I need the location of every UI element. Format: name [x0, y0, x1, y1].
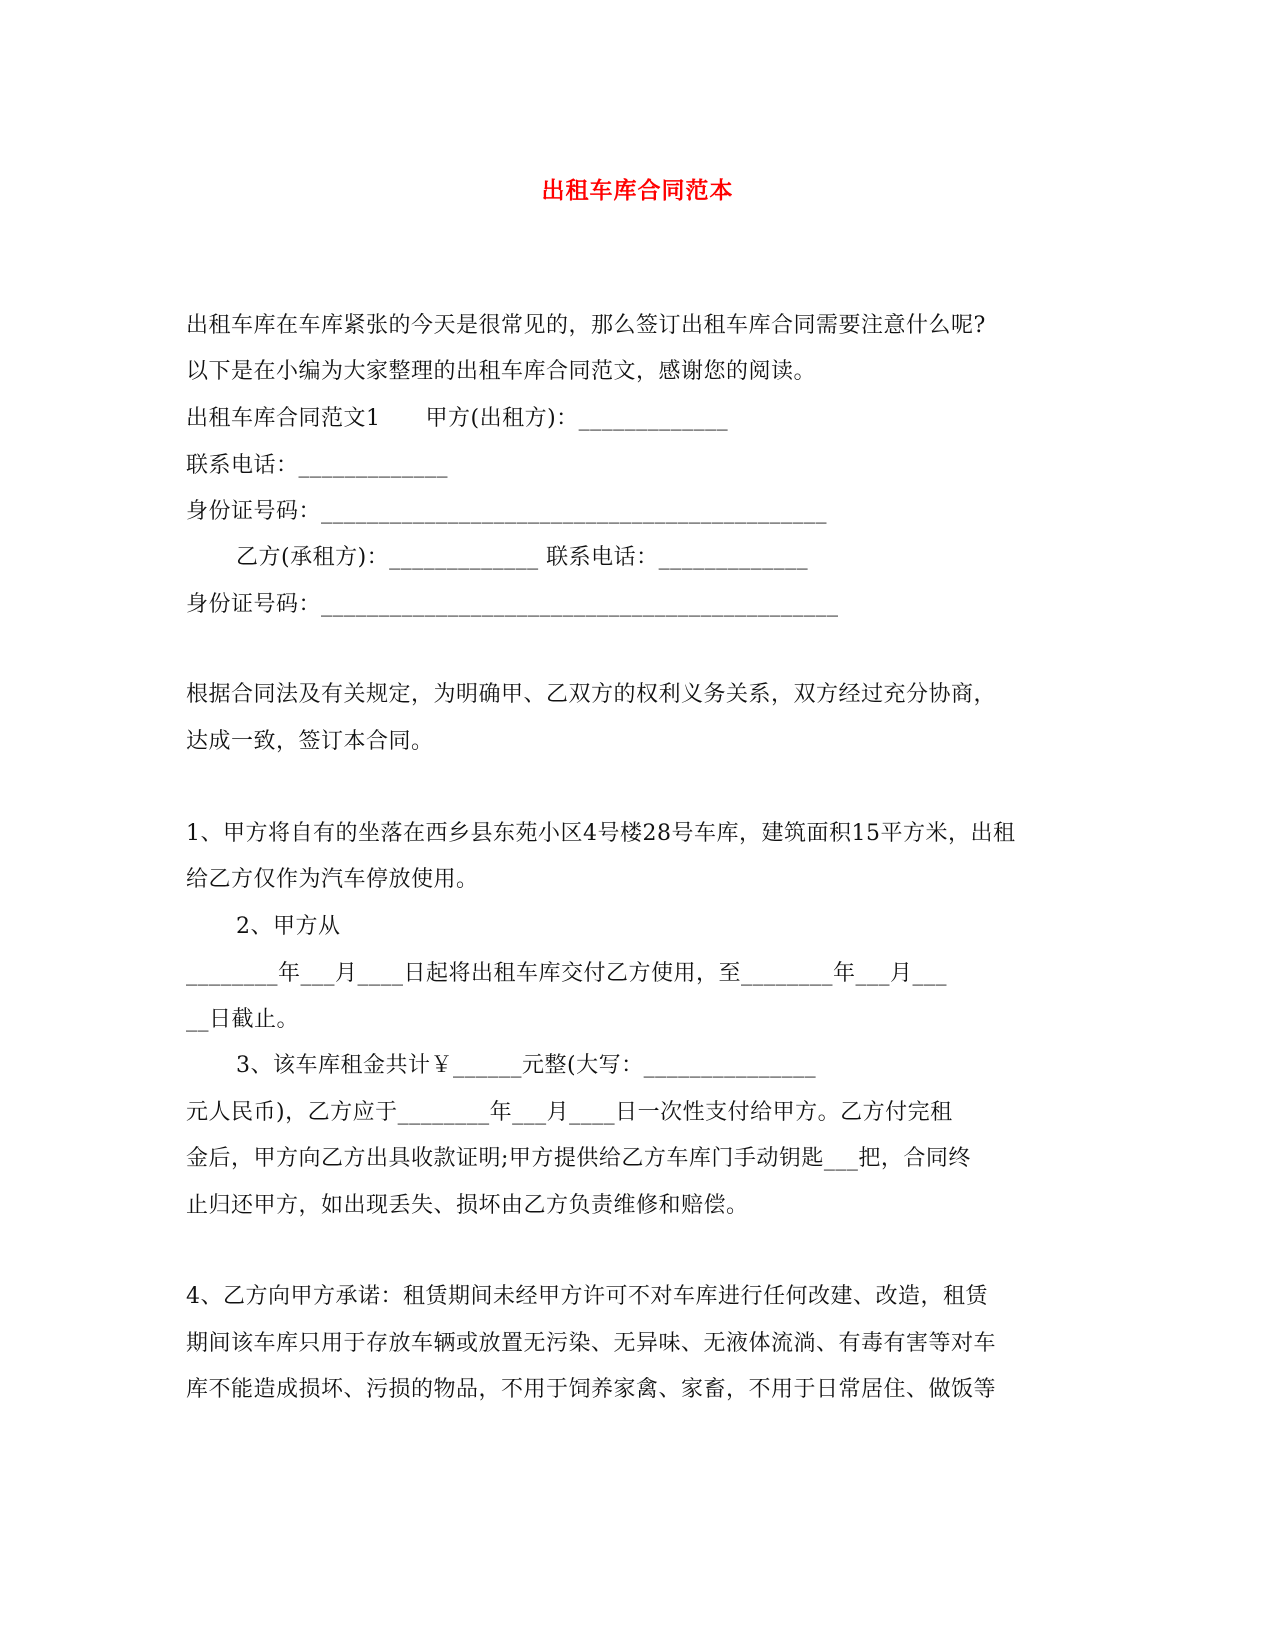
- clause-4-line-1: 4、乙方向甲方承诺：租赁期间未经甲方许可不对车库进行任何改建、改造，租赁: [186, 1284, 988, 1309]
- clause-3-line-1: 3、该车库租金共计￥______元整(大写：_______________: [236, 1053, 817, 1078]
- preamble-line-1: 根据合同法及有关规定，为明确甲、乙双方的权利义务关系，双方经过充分协商，: [186, 682, 997, 707]
- intro-line-1: 出租车库在车库紧张的今天是很常见的，那么签订出租车库合同需要注意什么呢?: [186, 313, 986, 338]
- clause-2-line-3: __日截止。: [186, 1007, 300, 1032]
- party-b-id-line: 身份证号码：_____________________________________________: [186, 592, 839, 617]
- clause-4-line-2: 期间该车库只用于存放车辆或放置无污染、无异味、无液体流淌、有毒有害等对车: [186, 1331, 997, 1356]
- clause-2-line-1: 2、甲方从: [236, 914, 341, 939]
- preamble-line-2: 达成一致，签订本合同。: [186, 729, 434, 754]
- clause-1-line-2: 给乙方仅作为汽车停放使用。: [186, 867, 479, 892]
- intro-line-2: 以下是在小编为大家整理的出租车库合同范文，感谢您的阅读。: [186, 359, 817, 384]
- clause-3-line-2: 元人民币)，乙方应于________年___月____日一次性支付给甲方。乙方付完租: [186, 1100, 953, 1125]
- party-a-line: 出租车库合同范文1 甲方(出租方)：_____________: [186, 406, 729, 431]
- document-title: 出租车库合同范本: [541, 177, 734, 204]
- clause-3-line-4: 止归还甲方，如出现丢失、损坏由乙方负责维修和赔偿。: [186, 1193, 749, 1218]
- party-a-phone-line: 联系电话：_____________: [186, 453, 449, 478]
- clause-4-line-3: 库不能造成损坏、污损的物品，不用于饲养家禽、家畜，不用于日常居住、做饭等: [186, 1377, 997, 1402]
- party-b-line: 乙方(承租方)：_____________ 联系电话：_____________: [236, 545, 809, 570]
- clause-2-line-2: ________年___月____日起将出租车库交付乙方使用，至________年___月___: [186, 961, 948, 986]
- clause-1-line-1: 1、甲方将自有的坐落在西乡县东苑小区4号楼28号车库，建筑面积15平方米，出租: [186, 821, 1016, 846]
- clause-3-line-3: 金后，甲方向乙方出具收款证明;甲方提供给乙方车库门手动钥匙___把，合同终: [186, 1146, 971, 1171]
- party-a-id-line: 身份证号码：____________________________________________: [186, 499, 828, 524]
